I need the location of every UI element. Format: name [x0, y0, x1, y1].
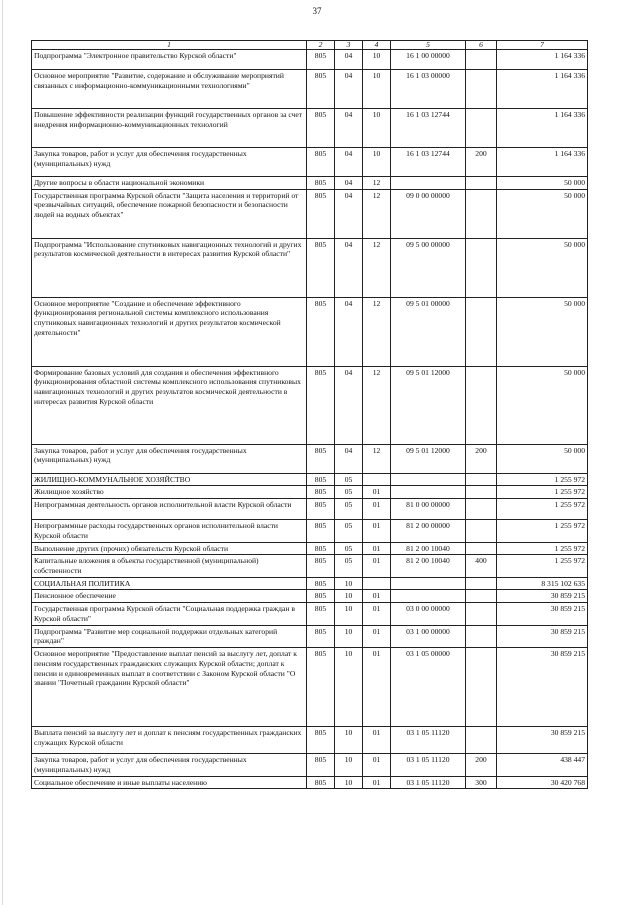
cell-col-5	[391, 590, 466, 603]
cell-col-6	[466, 727, 497, 754]
cell-col-3: 10	[335, 776, 363, 789]
table-row	[32, 444, 588, 473]
cell-col-5: 03 0 00 00000	[391, 603, 466, 625]
cell-col-2: 805	[307, 486, 335, 499]
cell-col-2: 805	[307, 238, 335, 297]
cell-col-3: 04	[335, 366, 363, 444]
cell-col-4: 01	[363, 754, 391, 776]
cell-col-6	[466, 177, 497, 190]
cell-col-3: 04	[335, 444, 363, 473]
header-col-4: 4	[363, 41, 391, 50]
cell-col-3: 04	[335, 109, 363, 148]
cell-col-4	[363, 473, 391, 486]
cell-col-5: 16 1 03 12744	[391, 148, 466, 177]
table-row	[32, 109, 588, 148]
table-row	[32, 590, 588, 603]
cell-col-7: 438 447	[497, 754, 588, 776]
cell-col-7: 1 255 972	[497, 473, 588, 486]
cell-col-4: 01	[363, 776, 391, 789]
cell-col-3: 04	[335, 189, 363, 238]
cell-col-6	[466, 473, 497, 486]
cell-col-4: 10	[363, 70, 391, 109]
cell-col-5: 81 2 00 00000	[391, 520, 466, 542]
table-row	[32, 542, 588, 555]
cell-col-4: 01	[363, 555, 391, 577]
cell-col-2: 805	[307, 590, 335, 603]
table-row	[32, 486, 588, 499]
cell-col-2: 805	[307, 70, 335, 109]
cell-col-6	[466, 648, 497, 727]
cell-col-6: 200	[466, 754, 497, 776]
table-row	[32, 648, 588, 727]
cell-col-6	[466, 189, 497, 238]
cell-col-6	[466, 50, 497, 70]
cell-name: Закупка товаров, работ и услуг для обеспечения государственных (муниципальных) нужд	[32, 754, 307, 776]
cell-col-5: 16 1 00 00000	[391, 50, 466, 70]
cell-col-3: 10	[335, 603, 363, 625]
cell-col-3: 05	[335, 473, 363, 486]
cell-col-6	[466, 590, 497, 603]
cell-col-6	[466, 499, 497, 520]
cell-name: Основное мероприятие "Создание и обеспечение эффективного функционирования региональной системы комплексного использования спутниковых навигационных технологий и других результатов космической деятельности"	[32, 297, 307, 366]
cell-col-6	[466, 238, 497, 297]
cell-col-2: 805	[307, 754, 335, 776]
cell-col-2: 805	[307, 776, 335, 789]
cell-col-5: 81 0 00 00000	[391, 499, 466, 520]
cell-col-5: 09 5 01 12000	[391, 366, 466, 444]
cell-col-2: 805	[307, 177, 335, 190]
cell-col-7: 50 000	[497, 297, 588, 366]
cell-col-6	[466, 542, 497, 555]
cell-col-2: 805	[307, 520, 335, 542]
cell-name: Пенсионное обеспечение	[32, 590, 307, 603]
table-row	[32, 238, 588, 297]
cell-col-7: 30 859 215	[497, 648, 588, 727]
cell-name: Подпрограмма "Использование спутниковых навигационных технологий и других результатов космической деятельности в интересах развития Курской области"	[32, 238, 307, 297]
cell-col-6	[466, 603, 497, 625]
cell-name: ЖИЛИЩНО-КОММУНАЛЬНОЕ ХОЗЯЙСТВО	[32, 473, 307, 486]
cell-col-5: 03 1 05 11120	[391, 776, 466, 789]
cell-col-4: 01	[363, 499, 391, 520]
cell-col-2: 805	[307, 577, 335, 590]
cell-col-2: 805	[307, 727, 335, 754]
cell-col-4: 01	[363, 625, 391, 647]
cell-col-3: 05	[335, 499, 363, 520]
cell-col-6: 400	[466, 555, 497, 577]
table-row	[32, 754, 588, 776]
table-row	[32, 499, 588, 520]
cell-col-6	[466, 109, 497, 148]
cell-col-5: 03 1 05 11120	[391, 727, 466, 754]
cell-col-7: 30 859 215	[497, 603, 588, 625]
cell-name: Непрограммная деятельность органов исполнительной власти Курской области	[32, 499, 307, 520]
cell-name: СОЦИАЛЬНАЯ ПОЛИТИКА	[32, 577, 307, 590]
cell-col-4: 12	[363, 238, 391, 297]
cell-col-5: 09 5 01 12000	[391, 444, 466, 473]
cell-name: Выплата пенсий за выслугу лет и доплат к пенсиям государственных гражданских служащих Курской области	[32, 727, 307, 754]
cell-col-7: 1 255 972	[497, 542, 588, 555]
table-row	[32, 555, 588, 577]
table-row	[32, 776, 588, 789]
table-row	[32, 625, 588, 647]
cell-col-7: 50 000	[497, 189, 588, 238]
cell-col-2: 805	[307, 603, 335, 625]
cell-col-6	[466, 577, 497, 590]
cell-col-5: 03 1 00 00000	[391, 625, 466, 647]
cell-name: Выполнение других (прочих) обязательств Курской области	[32, 542, 307, 555]
cell-col-7: 1 255 972	[497, 499, 588, 520]
cell-name: Основное мероприятие "Предоставление выплат пенсий за выслугу лет, доплат к пенсиям государственных гражданских служащих Курской области; доплат к пенсии и единовременных выплат в соответствии с Законом Курской области "О звании "Почетный гражданин Курской области"	[32, 648, 307, 727]
cell-col-3: 10	[335, 648, 363, 727]
header-col-2: 2	[307, 41, 335, 50]
header-row	[32, 41, 588, 50]
cell-col-7: 50 000	[497, 177, 588, 190]
cell-col-3: 10	[335, 590, 363, 603]
cell-col-3: 05	[335, 486, 363, 499]
cell-col-4: 12	[363, 366, 391, 444]
cell-col-2: 805	[307, 542, 335, 555]
cell-col-5	[391, 577, 466, 590]
cell-col-4: 10	[363, 109, 391, 148]
cell-col-5	[391, 177, 466, 190]
table-row	[32, 727, 588, 754]
cell-col-4: 12	[363, 189, 391, 238]
cell-col-2: 805	[307, 189, 335, 238]
cell-col-6	[466, 520, 497, 542]
cell-col-3: 10	[335, 754, 363, 776]
cell-col-4: 01	[363, 648, 391, 727]
cell-col-2: 805	[307, 148, 335, 177]
cell-name: Подпрограмма "Электронное правительство Курской области"	[32, 50, 307, 70]
cell-col-4: 12	[363, 177, 391, 190]
cell-col-2: 805	[307, 366, 335, 444]
cell-name: Другие вопросы в области национальной экономики	[32, 177, 307, 190]
table-row	[32, 297, 588, 366]
cell-col-7: 1 255 972	[497, 555, 588, 577]
header-col-6: 6	[466, 41, 497, 50]
cell-name: Закупка товаров, работ и услуг для обеспечения государственных (муниципальных) нужд	[32, 148, 307, 177]
cell-name: Формирование базовых условий для создания и обеспечения эффективного функционирования областной системы комплексного использования спутниковых навигационных технологий и других результатов космической деятельности в интересах развития Курской области	[32, 366, 307, 444]
cell-col-6: 200	[466, 148, 497, 177]
page-number: 37	[312, 6, 322, 16]
cell-col-4	[363, 577, 391, 590]
cell-name: Подпрограмма "Развитие мер социальной поддержки отдельных категорий граждан"	[32, 625, 307, 647]
header-col-5: 5	[391, 41, 466, 50]
cell-col-4: 01	[363, 486, 391, 499]
cell-col-2: 805	[307, 109, 335, 148]
cell-col-4: 12	[363, 444, 391, 473]
cell-col-6	[466, 366, 497, 444]
cell-col-4: 12	[363, 297, 391, 366]
cell-col-7: 8 315 102 635	[497, 577, 588, 590]
cell-col-4: 01	[363, 727, 391, 754]
cell-col-5	[391, 473, 466, 486]
cell-col-6	[466, 297, 497, 366]
cell-col-6	[466, 486, 497, 499]
cell-col-3: 04	[335, 177, 363, 190]
cell-col-3: 05	[335, 542, 363, 555]
cell-col-3: 10	[335, 577, 363, 590]
cell-col-5: 16 1 03 12744	[391, 109, 466, 148]
table-row	[32, 148, 588, 177]
table-row	[32, 70, 588, 109]
cell-col-7: 50 000	[497, 366, 588, 444]
cell-col-2: 805	[307, 473, 335, 486]
cell-col-7: 30 420 768	[497, 776, 588, 789]
cell-col-4: 01	[363, 520, 391, 542]
header-col-7: 7	[497, 41, 588, 50]
cell-col-7: 1 255 972	[497, 486, 588, 499]
cell-col-2: 805	[307, 297, 335, 366]
cell-col-5: 09 5 01 00000	[391, 297, 466, 366]
cell-col-5: 09 5 00 00000	[391, 238, 466, 297]
cell-col-6: 300	[466, 776, 497, 789]
table-row	[32, 520, 588, 542]
table-row	[32, 577, 588, 590]
cell-name: Капитальные вложения в объекты государственной (муниципальной) собственности	[32, 555, 307, 577]
cell-col-3: 04	[335, 297, 363, 366]
cell-col-4: 01	[363, 603, 391, 625]
cell-col-4: 01	[363, 590, 391, 603]
table-row	[32, 473, 588, 486]
cell-col-7: 1 164 336	[497, 50, 588, 70]
cell-col-2: 805	[307, 50, 335, 70]
header-col-name: 1	[32, 41, 307, 50]
scan-edge	[2, 0, 3, 905]
cell-col-5: 81 2 00 10040	[391, 542, 466, 555]
cell-col-7: 1 164 336	[497, 148, 588, 177]
cell-col-7: 30 859 215	[497, 625, 588, 647]
cell-col-3: 04	[335, 70, 363, 109]
cell-col-7: 50 000	[497, 238, 588, 297]
header-col-3: 3	[335, 41, 363, 50]
cell-col-6	[466, 70, 497, 109]
cell-col-7: 30 859 215	[497, 590, 588, 603]
table-row	[32, 50, 588, 70]
cell-name: Непрограммные расходы государственных органов исполнительной власти Курской области	[32, 520, 307, 542]
cell-col-6: 200	[466, 444, 497, 473]
cell-col-7: 50 000	[497, 444, 588, 473]
cell-col-3: 04	[335, 50, 363, 70]
cell-col-2: 805	[307, 648, 335, 727]
table-row	[32, 189, 588, 238]
cell-col-5: 16 1 03 00000	[391, 70, 466, 109]
budget-table	[31, 40, 588, 789]
cell-name: Государственная программа Курской области "Социальная поддержка граждан в Курской области"	[32, 603, 307, 625]
cell-col-7: 1 164 336	[497, 70, 588, 109]
cell-col-4: 10	[363, 50, 391, 70]
cell-name: Основное мероприятие "Развитие, содержание и обслуживание мероприятий связанных с информационно-коммуникационными технологиями"	[32, 70, 307, 109]
table-row	[32, 603, 588, 625]
cell-col-5	[391, 486, 466, 499]
table-row	[32, 177, 588, 190]
cell-col-3: 05	[335, 555, 363, 577]
cell-col-7: 1 255 972	[497, 520, 588, 542]
cell-col-2: 805	[307, 444, 335, 473]
cell-col-5: 81 2 00 10040	[391, 555, 466, 577]
cell-col-6	[466, 625, 497, 647]
table-row	[32, 366, 588, 444]
cell-col-5: 03 1 05 00000	[391, 648, 466, 727]
cell-col-5: 09 0 00 00000	[391, 189, 466, 238]
cell-name: Социальное обеспечение и иные выплаты населению	[32, 776, 307, 789]
cell-col-4: 01	[363, 542, 391, 555]
cell-col-3: 10	[335, 727, 363, 754]
cell-col-2: 805	[307, 625, 335, 647]
cell-col-7: 1 164 336	[497, 109, 588, 148]
cell-col-3: 04	[335, 238, 363, 297]
cell-name: Государственная программа Курской области "Защита населения и территорий от чрезвычайных ситуаций, обеспечение пожарной безопасности и безопасности людей на водных объектах"	[32, 189, 307, 238]
cell-col-3: 05	[335, 520, 363, 542]
cell-col-5: 03 1 05 11120	[391, 754, 466, 776]
cell-name: Повышение эффективности реализации функций государственных органов за счет внедрения информационно-коммуникационных технологий	[32, 109, 307, 148]
cell-col-3: 10	[335, 625, 363, 647]
cell-name: Закупка товаров, работ и услуг для обеспечения государственных (муниципальных) нужд	[32, 444, 307, 473]
cell-col-3: 04	[335, 148, 363, 177]
cell-name: Жилищное хозяйство	[32, 486, 307, 499]
cell-col-7: 30 859 215	[497, 727, 588, 754]
cell-col-4: 10	[363, 148, 391, 177]
cell-col-2: 805	[307, 555, 335, 577]
cell-col-2: 805	[307, 499, 335, 520]
